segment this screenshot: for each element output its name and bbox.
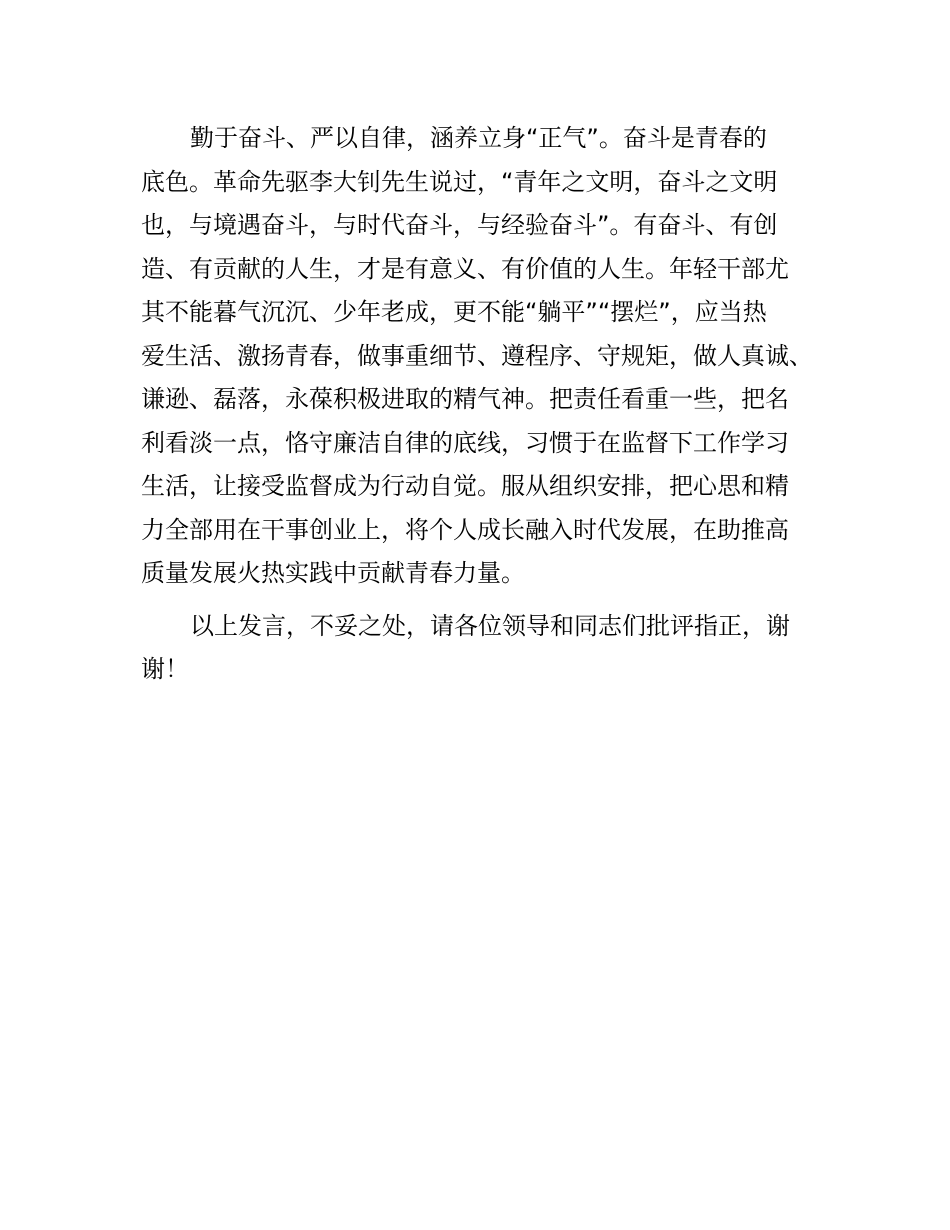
paragraph-line: 谦逊、磊落，永葆积极进取的精气神。把责任看重一些，把名 [141, 385, 789, 413]
document-body [141, 117, 821, 692]
paragraph-line: 底色。革命先驱李大钊先生说过，“青年之文明，奋斗之文明 [141, 167, 778, 196]
paragraph-line: 以上发言，不妥之处，请各位领导和同志们批评指正，谢 [190, 611, 790, 640]
paragraph-line: 爱生活、激扬青春，做事重细节、遵程序、守规矩，做人真诚、 [141, 341, 813, 370]
paragraph-line: 力全部用在干事创业上，将个人成长融入时代发展，在助推高 [141, 515, 789, 544]
paragraph-line: 也，与境遇奋斗，与时代奋斗，与经验奋斗”。有奋斗、有创 [141, 211, 778, 239]
paragraph-line: 利看淡一点，恪守廉洁自律的底线，习惯于在监督下工作学习 [141, 428, 789, 457]
paragraph-line: 造、有贡献的人生，才是有意义、有价值的人生。年轻干部尤 [141, 254, 789, 283]
paragraph-line: 勤于奋斗、严以自律，涵养立身“正气”。奋斗是青春的 [190, 124, 767, 152]
paragraph-line: 其不能暮气沉沉、少年老成，更不能“躺平”“摆烂”，应当热 [141, 298, 767, 326]
paragraph-line: 质量发展火热实践中贡献青春力量。 [141, 559, 525, 587]
paragraph-2 [141, 605, 821, 692]
paragraph-1 [141, 117, 821, 596]
paragraph-line: 谢！ [141, 655, 189, 683]
paragraph-line: 生活，让接受监督成为行动自觉。服从组织安排，把心思和精 [141, 472, 789, 500]
paragraph-spacer [141, 596, 821, 605]
